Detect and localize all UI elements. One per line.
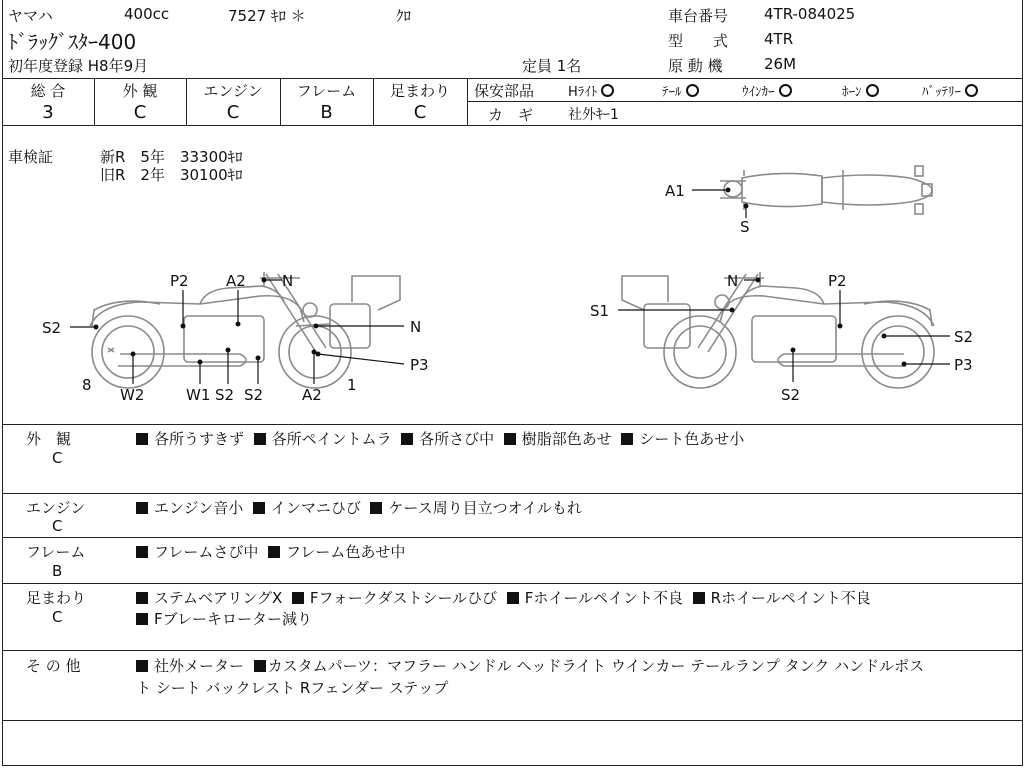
- remarks-bottom: [2, 720, 1022, 721]
- remarks-suspension-grade: C: [52, 608, 63, 626]
- model-name: ﾄﾞﾗｯｸﾞｽﾀｰ400: [8, 30, 137, 54]
- remarks-divider: [2, 583, 1022, 584]
- label-n-right: N: [727, 272, 739, 290]
- remarks-divider: [2, 650, 1022, 651]
- label-w1: W1: [186, 386, 211, 404]
- grade-frame-value: B: [320, 102, 333, 123]
- color: ｸﾛ: [396, 7, 412, 25]
- label-n-right-left: N: [410, 318, 422, 336]
- first-registration: 初年度登録 H8年9月: [8, 57, 149, 75]
- safety-item-battery: ﾊﾞｯﾃﾘｰ: [922, 81, 978, 100]
- label-n-top-left: N: [282, 272, 294, 290]
- label-p2-right: P2: [828, 272, 847, 290]
- maker: ヤマハ: [8, 7, 53, 25]
- label-p2-left: P2: [170, 272, 189, 290]
- damage-diagram: [0, 126, 1024, 424]
- bullet-square-icon: [253, 502, 265, 514]
- remarks-frame-notes: フレームさび中 フレーム色あせ中: [136, 541, 405, 562]
- remarks-other-line1: 社外メーター カスタムパーツ：マフラー ハンドル ヘッドライト ウインカー テールランプ タンク ハンドルポス: [136, 655, 924, 676]
- grade-engine-label: エンジン: [203, 82, 263, 100]
- key-label: カ ギ: [488, 106, 534, 124]
- ok-circle-icon: [601, 84, 614, 97]
- remarks-exterior-notes: 各所うすきず 各所ペイントムラ 各所さび中 樹脂部色あせ シート色あせ小: [136, 428, 744, 449]
- inspection-old: 旧R 2年 30100ｷﾛ: [100, 166, 243, 184]
- grade-table-top: [2, 78, 1022, 79]
- bullet-square-icon: [292, 592, 304, 604]
- grade-engine-value: C: [226, 102, 240, 123]
- label-1: 1: [347, 376, 357, 394]
- right-view-motorcycle: [622, 272, 934, 388]
- grade-exterior-label: 外 観: [122, 82, 158, 100]
- ok-circle-icon: [965, 84, 978, 97]
- remarks-divider: [2, 493, 1022, 494]
- remarks-frame-category: フレーム: [26, 543, 86, 561]
- label-s1-right: S1: [590, 302, 610, 320]
- label-w2: W2: [120, 386, 145, 404]
- remarks-suspension-notes: ステムベアリングX Fフォークダストシールひび Fホイールペイント不良 Rホイールペイント不良: [136, 587, 871, 608]
- grade-suspension-value: C: [413, 102, 427, 123]
- bullet-square-icon: [504, 433, 516, 445]
- label-s2-a: S2: [215, 386, 235, 404]
- bullet-square-icon: [136, 592, 148, 604]
- bullet-square-icon: [136, 660, 148, 672]
- label-p3-right: P3: [954, 356, 973, 374]
- bullet-square-icon: [370, 502, 382, 514]
- remarks-engine-grade: C: [52, 517, 63, 535]
- key-value: 社外ｷｰ1: [568, 107, 619, 123]
- bullet-square-icon: [401, 433, 413, 445]
- ok-circle-icon: [866, 84, 879, 97]
- remarks-top: [2, 424, 1022, 425]
- bullet-square-icon: [136, 502, 148, 514]
- label-s2-bottom-right: S2: [781, 386, 801, 404]
- frame-number: 4TR-084025: [764, 5, 856, 23]
- safety-item-tail: ﾃｰﾙ: [662, 81, 699, 100]
- label-s2-right: S2: [954, 328, 974, 346]
- bullet-square-icon: [268, 546, 280, 558]
- type-label: 型 式: [668, 32, 729, 50]
- mileage: 7527 ｷﾛ ＊: [228, 7, 306, 25]
- label-s2-b: S2: [244, 386, 264, 404]
- grade-overall-value: 3: [42, 102, 54, 123]
- safety-item-winker: ｳｲﾝｶｰ: [742, 81, 792, 100]
- frame-number-label: 車台番号: [668, 7, 729, 25]
- label-a2-top-left: A2: [226, 272, 246, 290]
- safety-item-horn: ﾎｰﾝ: [842, 81, 879, 100]
- bullet-square-icon: [136, 613, 148, 625]
- grade-frame-label: フレーム: [296, 82, 357, 100]
- label-8: 8: [82, 376, 92, 394]
- engine-model-label: 原 動 機: [668, 57, 723, 75]
- type-value: 4TR: [764, 30, 794, 48]
- bullet-square-icon: [136, 546, 148, 558]
- remarks-suspension-category: 足まわり: [26, 589, 87, 607]
- top-view-motorcycle: [720, 166, 932, 214]
- remarks-divider: [2, 537, 1022, 538]
- inspection-label: 車検証: [8, 148, 54, 166]
- capacity: 定員 1名: [522, 57, 582, 75]
- inspection-new: 新R 5年 33300ｷﾛ: [100, 148, 243, 166]
- grade-col-divider: [467, 78, 468, 125]
- ok-circle-icon: [686, 84, 699, 97]
- label-a2-bottom: A2: [302, 386, 322, 404]
- remarks-exterior-category: 外 観: [26, 430, 72, 448]
- bullet-square-icon: [136, 433, 148, 445]
- bullet-square-icon: [254, 433, 266, 445]
- bullet-square-icon: [693, 592, 705, 604]
- safety-key-divider: [467, 101, 1022, 102]
- remarks-engine-category: エンジン: [26, 499, 86, 517]
- bullet-square-icon: [621, 433, 633, 445]
- label-s2-left: S2: [42, 319, 62, 337]
- grade-exterior-value: C: [133, 102, 147, 123]
- grade-overall-label: 総 合: [30, 82, 66, 100]
- remarks-suspension-notes-line2: Fブレーキローター減り: [136, 608, 312, 629]
- label-s-top: S: [740, 218, 750, 236]
- remarks-other-line2: ト シート バックレスト Rフェンダー ステップ: [136, 679, 449, 697]
- ok-circle-icon: [779, 84, 792, 97]
- remarks-frame-grade: B: [52, 562, 63, 580]
- displacement: 400cc: [124, 5, 170, 23]
- remarks-engine-notes: エンジン音小 インマニひび ケース周り目立つオイルもれ: [136, 497, 582, 518]
- label-a1-top: A1: [665, 182, 685, 200]
- safety-parts-label: 保安部品: [474, 82, 535, 100]
- safety-item-headlight: Hﾗｲﾄ: [568, 81, 614, 100]
- bullet-square-icon: [254, 660, 266, 672]
- grade-suspension-label: 足まわり: [389, 82, 450, 100]
- engine-model-value: 26M: [764, 55, 797, 73]
- remarks-other-category: そ の 他: [26, 657, 81, 675]
- remarks-exterior-grade: C: [52, 449, 63, 467]
- bullet-square-icon: [507, 592, 519, 604]
- label-p3-left: P3: [410, 356, 429, 374]
